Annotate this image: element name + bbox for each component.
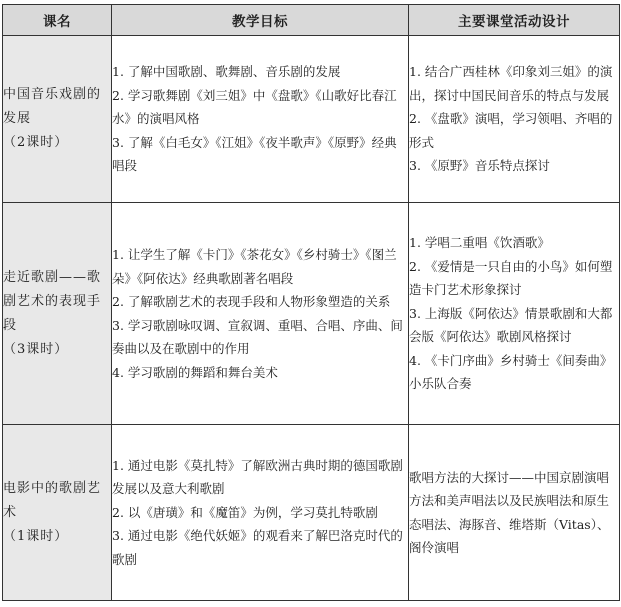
activity-item: 3. 《原野》音乐特点探讨: [409, 158, 550, 174]
header-row: [3, 5, 620, 36]
course-table: [2, 4, 620, 601]
activity-item: 3. 上海版《阿依达》情景歌剧和大都会版《阿依达》歌剧风格探讨: [409, 305, 613, 345]
header-course-name: 课名: [3, 5, 112, 36]
table-row: [3, 425, 620, 601]
activity-item: 1. 学唱二重唱《饮酒歌》: [409, 235, 550, 251]
course-name: 中国音乐戏剧的发展: [3, 87, 102, 126]
header-teaching-goals: 教学目标: [112, 5, 409, 36]
table-row: [3, 203, 620, 425]
goal-item: 2. 以《唐璜》和《魔笛》为例，学习莫扎特歌剧: [112, 504, 378, 520]
activities-cell: [409, 425, 620, 601]
goal-item: 1. 了解中国歌剧、歌舞剧、音乐剧的发展: [112, 64, 341, 80]
course-hours: （2课时）: [3, 135, 69, 150]
goal-item: 3. 通过电影《绝代妖姬》的观看来了解巴洛克时代的歌剧: [112, 528, 403, 567]
teaching-goals-cell: [112, 425, 409, 601]
activity-item: 2. 《盘歌》演唱，学习领唱、齐唱的形式: [409, 111, 613, 150]
course-hours: （3课时）: [3, 341, 69, 357]
course-name: 电影中的歌剧艺术: [3, 480, 102, 520]
header-activity-design: 主要课堂活动设计: [409, 5, 620, 36]
goal-item: 4. 学习歌剧的舞蹈和舞台美术: [112, 364, 278, 380]
goal-item: 3. 了解《白毛女》《江姐》《夜半歌声》《原野》经典唱段: [112, 134, 397, 174]
goal-item: 2. 学习歌舞剧《刘三姐》中《盘歌》《山歌好比春江水》的演唱风格: [112, 87, 397, 127]
goal-item: 3. 学习歌剧咏叹调、宣叙调、重唱、合唱、序曲、间奏曲以及在歌剧中的作用: [112, 317, 403, 356]
course-name-cell: [3, 36, 112, 203]
teaching-goals-cell: [112, 203, 409, 425]
course-hours: （1课时）: [3, 528, 69, 544]
activity-item: 2. 《爱情是一只自由的小鸟》如何塑造卡门艺术形象探讨: [409, 258, 613, 298]
goal-item: 2. 了解歌剧艺术的表现手段和人物形象塑造的关系: [112, 294, 391, 309]
activities-cell: [409, 203, 620, 425]
table-row: [3, 36, 620, 203]
teaching-goals-cell: [112, 36, 409, 203]
activity-item: 4. 《卡门序曲》乡村骑士《间奏曲》小乐队合奏: [409, 352, 613, 392]
course-name: 走近歌剧——歌剧艺术的表现手段: [3, 269, 102, 333]
course-name-cell: [3, 425, 112, 601]
activity-item: 1. 结合广西桂林《印象刘三姐》的演出，探讨中国民间音乐的特点与发展: [409, 64, 613, 103]
activity-item: 歌唱方法的大探讨——中国京剧演唱方法和美声唱法以及民族唱法和原生态唱法、海豚音、维塔斯（Vitas）、阁伶演唱: [409, 469, 610, 555]
goal-item: 1. 让学生了解《卡门》《茶花女》《乡村骑士》《图兰朵》《阿依达》经典歌剧著名唱段: [112, 247, 397, 286]
course-name-cell: [3, 203, 112, 425]
goal-item: 1. 通过电影《莫扎特》了解欧洲古典时期的德国歌剧发展以及意大利歌剧: [112, 457, 403, 497]
activities-cell: [409, 36, 620, 203]
